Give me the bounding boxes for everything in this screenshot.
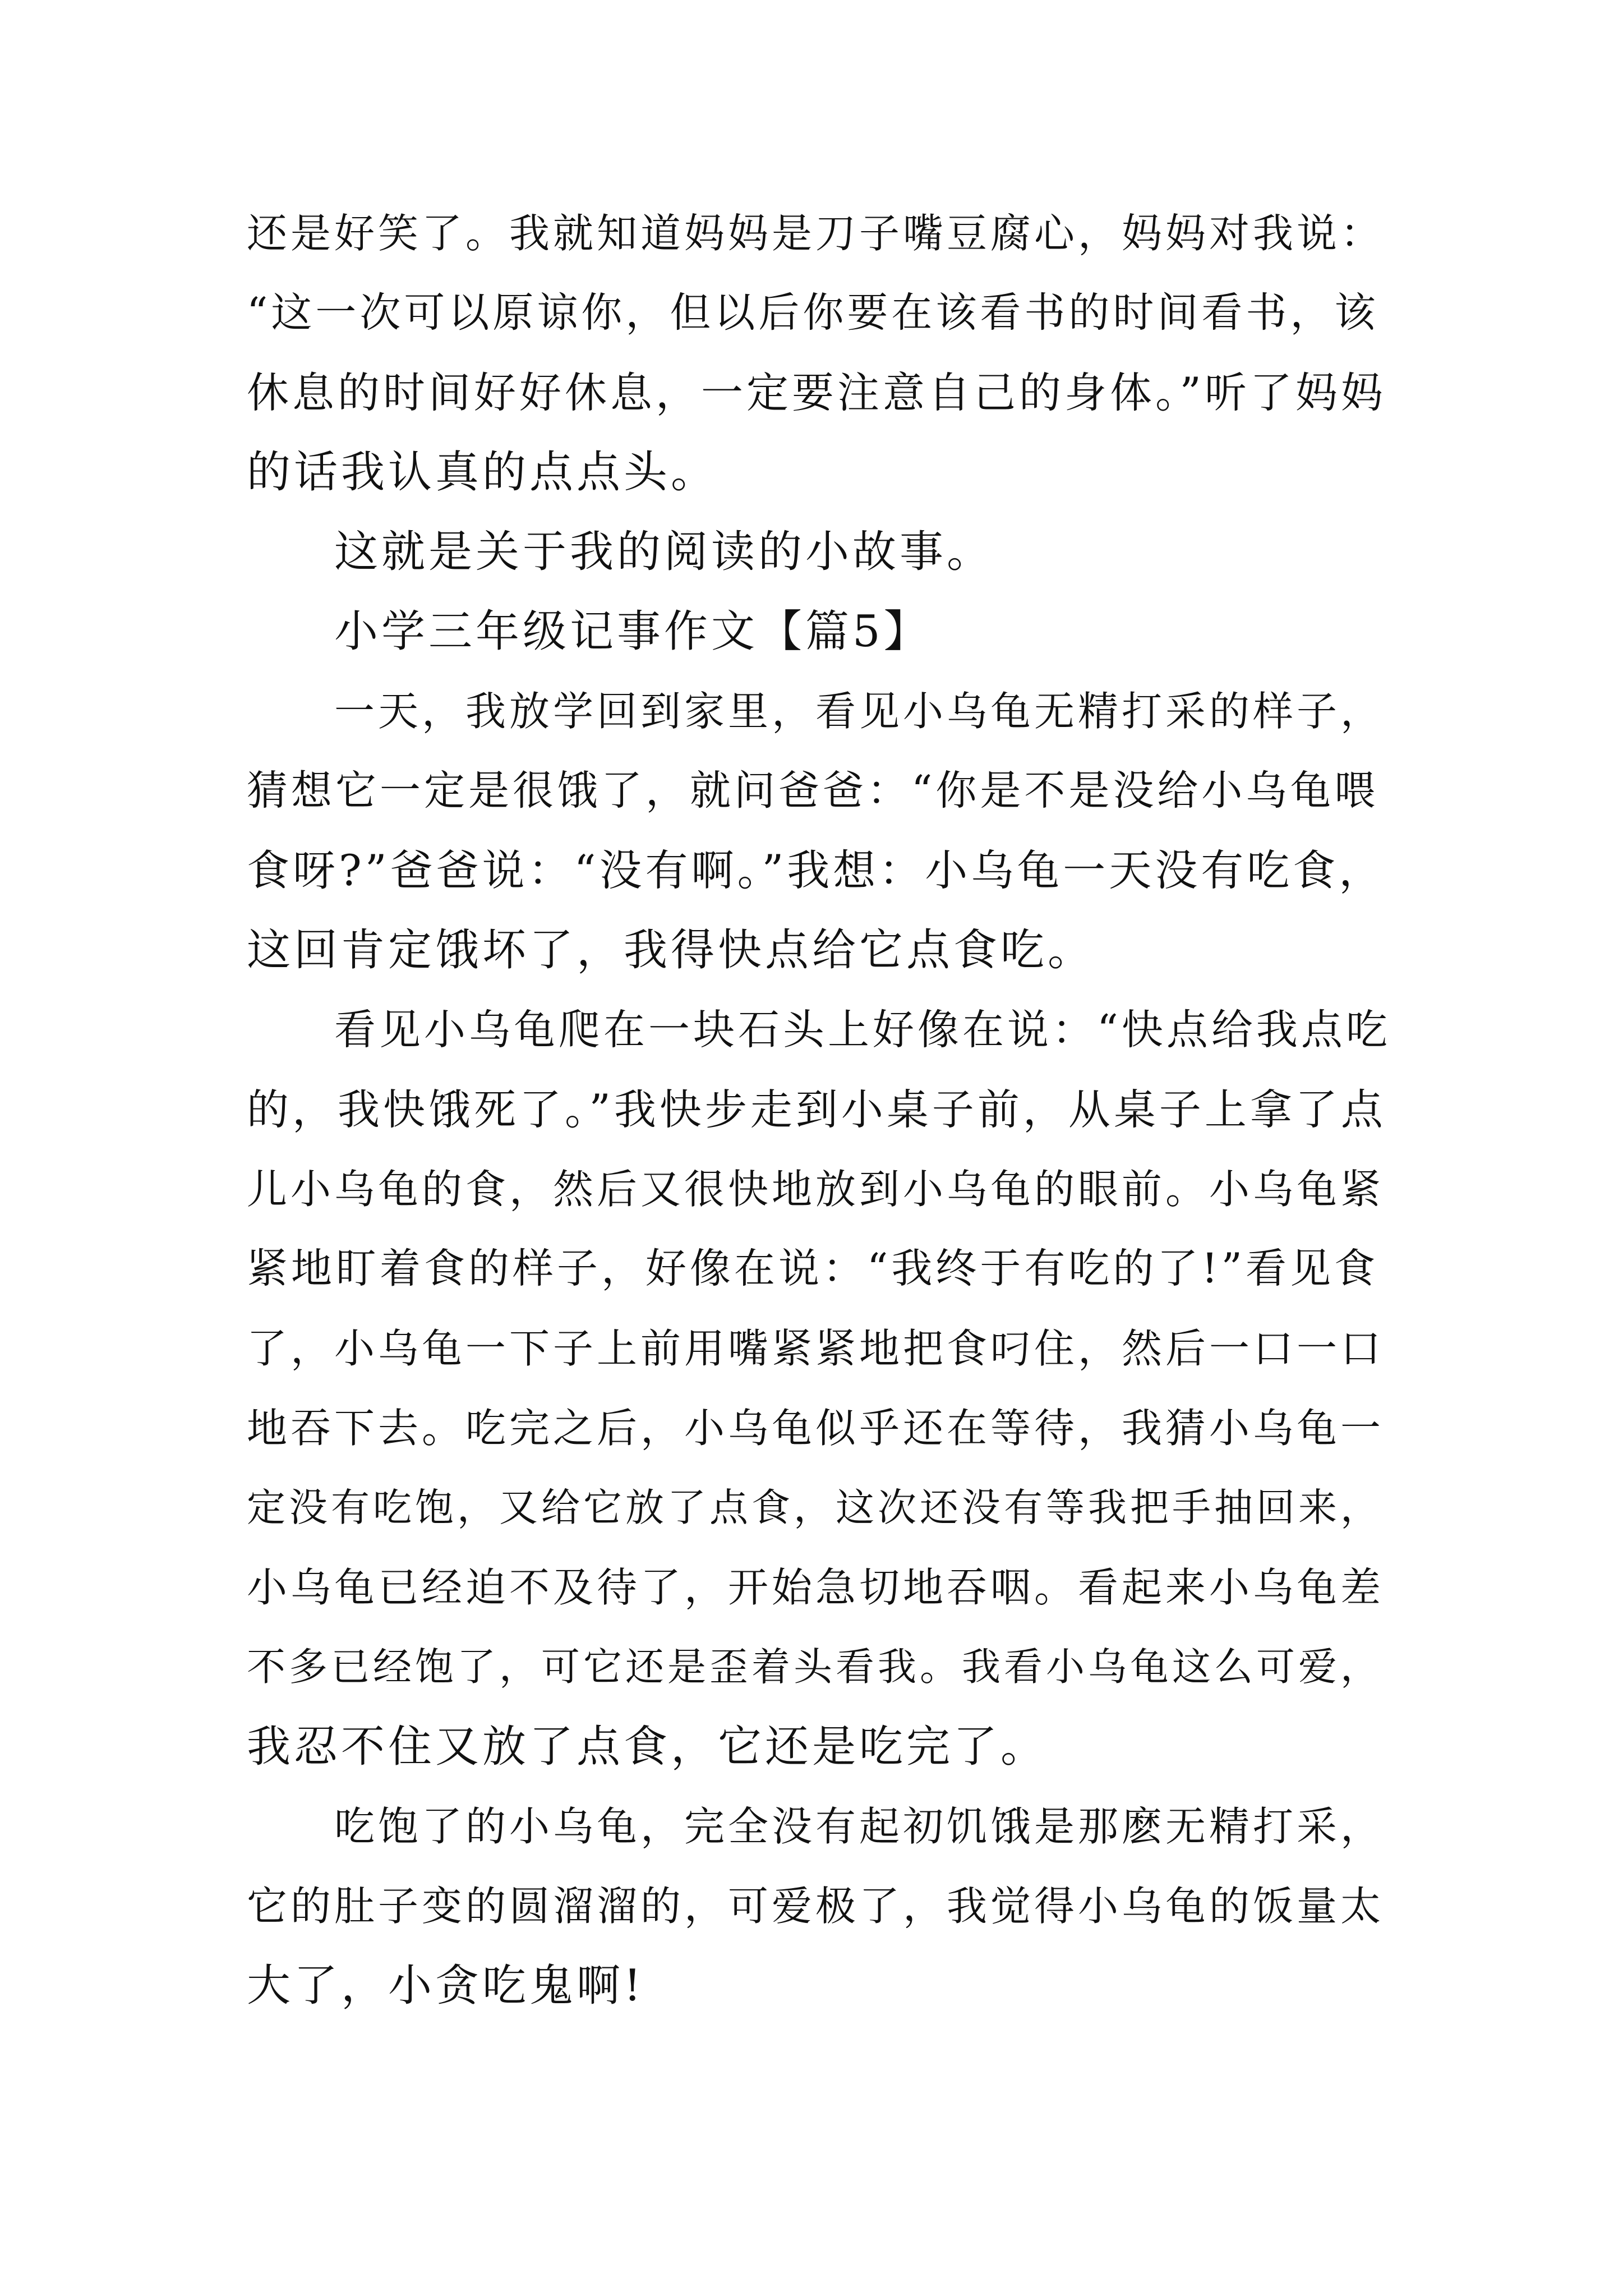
section-heading: 小学三年级记事作文【篇5】 [334, 606, 931, 657]
text-line: 它的肚子变的圆溜溜的，可爱极了，我觉得小乌龟的饭量太 [247, 1883, 1385, 1930]
text-line: 猜想它一定是很饿了，就问爸爸：“你是不是没给小乌龟喂 [247, 767, 1379, 815]
text-line: “这一次可以原谅你，但以后你要在该看书的时间看书，该 [247, 289, 1379, 337]
text-line: 不多已经饱了，可它还是歪着头看我。我看小乌龟这么可爱， [247, 1645, 1382, 1690]
text-line: 这就是关于我的阅读的小故事。 [334, 527, 994, 577]
text-line: 我忍不住又放了点食，它还是吃完了。 [247, 1722, 1048, 1772]
text-line: 这回肯定饿坏了，我得快点给它点食吃。 [247, 925, 1095, 976]
text-line: 大了，小贪吃鬼啊! [247, 1961, 645, 2011]
text-line: 小乌龟已经迫不及待了，开始急切地吞咽。看起来小乌龟差 [247, 1564, 1385, 1611]
text-line: 定没有吃饱，又给它放了点食，这次还没有等我把手抽回来， [247, 1485, 1382, 1530]
text-line: 休息的时间好好休息，一定要注意自己的身体。”听了妈妈 [247, 368, 1386, 417]
text-line: 看见小乌龟爬在一块石头上好像在说：“快点给我点吃 [334, 1006, 1391, 1054]
text-line: 一天，我放学回到家里，看见小乌龟无精打采的样子， [334, 688, 1385, 735]
text-line: 吃饱了的小乌龟，完全没有起初饥饿是那麽无精打采， [334, 1803, 1385, 1850]
document-body [247, 194, 1391, 2026]
text-line: 紧地盯着食的样子，好像在说：“我终于有吃的了!”看见食 [247, 1245, 1378, 1292]
text-line: 的，我快饿死了。”我快步走到小桌子前，从桌子上拿了点 [247, 1085, 1386, 1134]
text-line: 地吞下去。吃完之后，小乌龟似乎还在等待，我猜小乌龟一 [247, 1405, 1385, 1452]
text-line: 还是好笑了。我就知道妈妈是刀子嘴豆腐心，妈妈对我说： [247, 210, 1385, 257]
text-line: 儿小乌龟的食，然后又很快地放到小乌龟的眼前。小乌龟紧 [247, 1166, 1385, 1213]
text-line: 的话我认真的点点头。 [247, 447, 718, 498]
text-line: 了，小乌龟一下子上前用嘴紧紧地把食叼住，然后一口一口 [247, 1325, 1385, 1372]
text-line: 食呀?”爸爸说：“没有啊。”我想：小乌龟一天没有吃食， [247, 845, 1385, 895]
